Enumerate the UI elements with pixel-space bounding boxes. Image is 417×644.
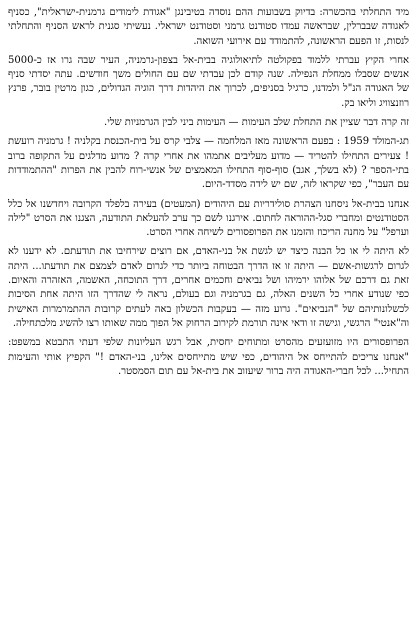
paragraph-professors: הפרופסורים היו מזועזעים מהסרט ומתוחים יחסית, אבל רגש העליונות שלפי דעתי התבטא במשפט: "אנחנו צריכים להתייחס אל היהודים, כפי שיש מתייחסים אלינו, בני-האדם !" הקפיץ אותי והעימות התחיל... לכל חברי-האגודה היה ברור שיעזוב את בית-אל עם תום הסמסטר. <box>8 337 409 377</box>
paragraph-solidarity: אנחנו בבית-אל ניסחנו הצהרת סולידריות עם היהודים (המעטים) בעירה בלפלד הקרובה ויחדשנו אל כלל הסטודנטים ומחברי סגל-ההוראה לחתום. אירגנו לשם כך ערב להעלאת התודעה, הצגנו את הסרט "לילה וערפל" על מחנה הריכוז והזמנו את הפרופסורים לשיחה אחרי הסרט. <box>8 198 409 239</box>
paragraph-training: מיד התחלתי בהכשרה: בדיוק בשבועות ההם נוסדה בטיבינגן "אגודת לימודים גרמנית-ישראלית", כסניף לאגודה שבברלין, שבראשה עמדו סטודנט גרמני וסטודנט ישראלי. נעשיתי סגנית לראש הסניף והתחלתי לנסות, זו הפעם הראשונה, להתמודד עם אירועי השואה. <box>8 7 409 47</box>
paragraph-bethel: אחרי הקיץ עברתי ללמוד בפקולטה לתיאולוגיה בבית-אל בצפון-גרמניה, העיר שבה גרו אז כ-5000 אנשים שסבלו ממחלת הנפילה. שנה קודם לכן עבדתי שם עם החולים משך חודשים. עתה יסדתי סניף של האגודה הנ"ל ולמדנו, כרגיל בסניפים, לכרוך את היהדות דרך הוגיה הגדולים, כגון מרטין בובר, פרנץ רוזנצוויג וליאו בק. <box>8 54 409 109</box>
paragraph-awareness: לא היתה לי או כל הבנה כיצד יש לגשת אל בני-האדם, אם רוצים שירחיבו את תודעתם. לא ידענו לא לגרום לרגשות-אשם — היתה זו אז הדרך הבטוחה ביותר כדי לגרום לאדם לצמצם את תודעתו... היתה זאת גם דרכם של אלוהו ירמיהו ושל נביאים וחכמים אחרים, דרך התוכחה, האשמה, האזהרה והאיום. כפי שנודע אחרי כל השנים האלה, גם בגרמניה וגם בעולם, נראה לי שהדרך הזו היתה אחת הסיבות לכשלונותיהם של "הנביאים". גרוע מזה — בעקבות הכשלון באה לעתים קרובות ההתמרמרות האישית וה"אנטי" הרגשי, וגישה זו ודאי אינה תורמת לקירוב הרחוק אל הפוך ממה שאותו רצו להשיג מלכתחילה. <box>8 246 410 329</box>
paragraph-confrontation: זה קרה דבר שציין את התחלת שלב העימות — העימות ביני לבין הגרמניות שלי. <box>104 117 409 129</box>
paragraph-christmas-1959: תג-המולד 1959 : בפעם הראשונה מאז המלחמה — צלבי קרס על בית-הכנסת בקלניה ! גרמניה רועשת ! צעירים התחילו להטריד — מדוע מעליבים אתמהו את אחרי קרה ? מדוע מדלגים על התקופה ברוב בתי-הספר ? (לא בשלך, אגב) סוף-סוף התחילו המאמצים של אנשי-רוח להבין את הפרות "ההתמודדות עם העבר", כפי שקראו לזה, שם יש לידה מסדד-היום. <box>8 136 410 191</box>
